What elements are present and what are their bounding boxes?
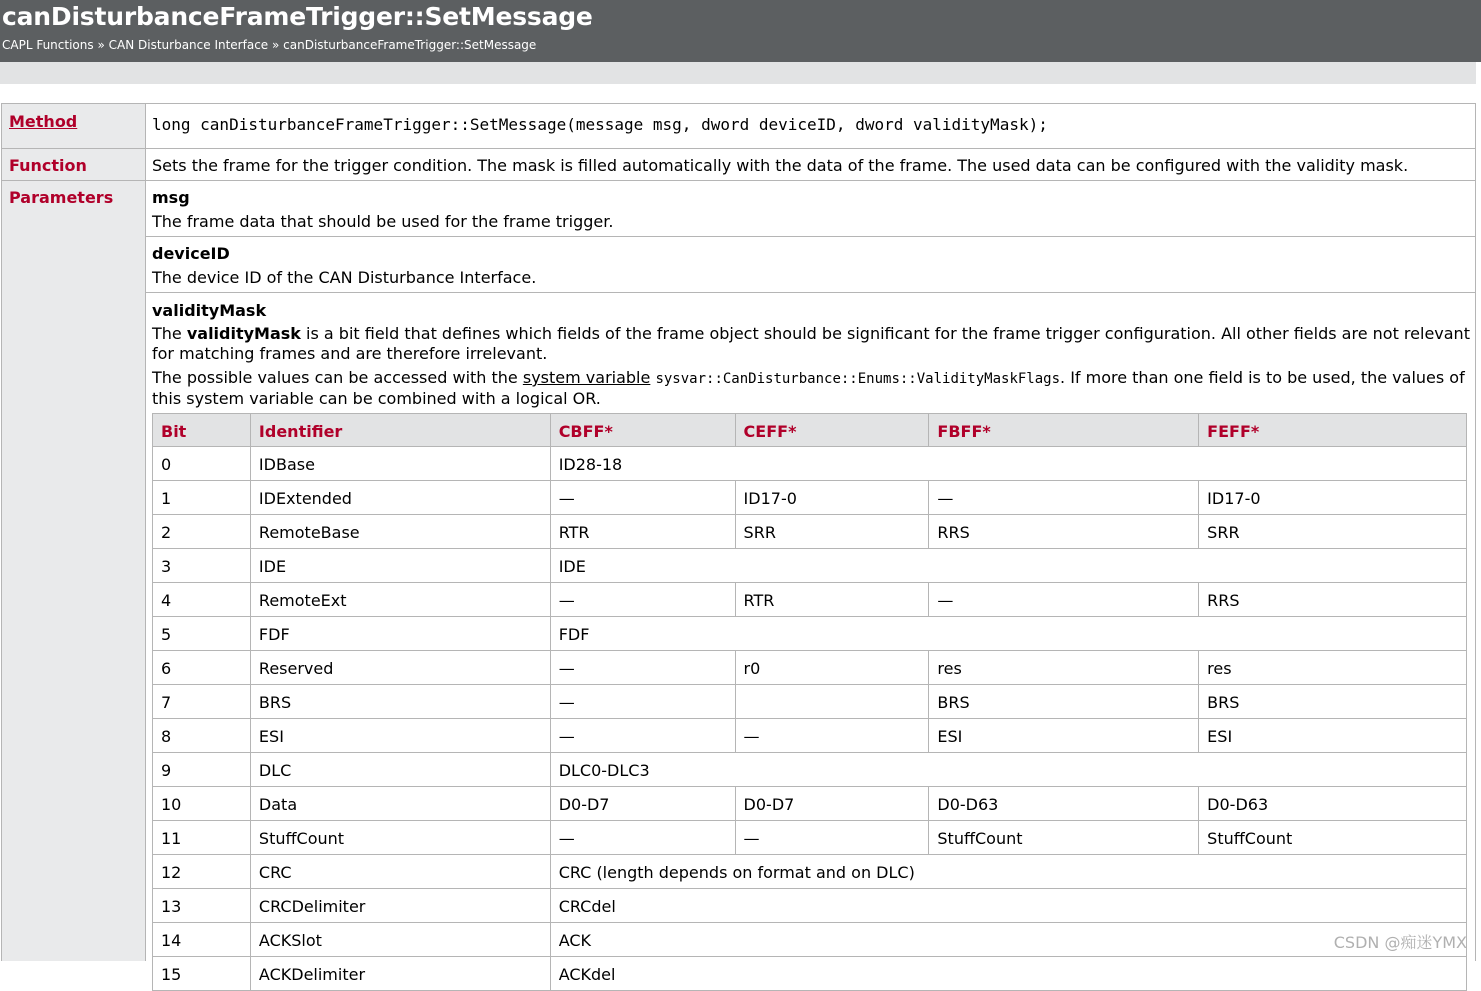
table-cell: ACKSlot: [250, 923, 550, 957]
table-cell: D0-D63: [1199, 787, 1467, 821]
table-cell: IDExtended: [250, 481, 550, 515]
table-cell: 6: [153, 651, 251, 685]
table-cell: —: [929, 481, 1199, 515]
table-cell: —: [550, 821, 735, 855]
validity-mask-description: [152, 324, 1470, 364]
text-span: . If more than one field is to be used, the values of this system variable can be combined with a logical OR.: [152, 368, 1465, 408]
table-cell: CRC (length depends on format and on DLC): [550, 855, 1466, 889]
breadcrumb: [2, 38, 536, 52]
table-cell: —: [735, 719, 929, 753]
breadcrumb-separator: »: [97, 38, 105, 52]
breadcrumb-can-disturbance[interactable]: CAN Disturbance Interface: [108, 38, 269, 52]
table-cell: —: [735, 821, 929, 855]
table-cell: CRCdel: [550, 889, 1466, 923]
table-row: [153, 685, 1467, 719]
validity-mask-table: [152, 413, 1467, 991]
function-description: Sets the frame for the trigger condition. The mask is filled automatically with the data of the frame. The used data can be configured with the validity mask.: [152, 156, 1409, 175]
table-row: [153, 957, 1467, 991]
divider: [1, 148, 1476, 149]
table-cell: RemoteBase: [250, 515, 550, 549]
param-description: The frame data that should be used for the frame trigger.: [152, 212, 614, 231]
method-label[interactable]: Method: [9, 112, 78, 131]
table-cell: RRS: [929, 515, 1199, 549]
table-cell: —: [550, 719, 735, 753]
column-header: Identifier: [250, 414, 550, 447]
divider: [145, 292, 1476, 293]
table-cell: D0-D63: [929, 787, 1199, 821]
text-span: The: [152, 324, 187, 343]
table-cell: IDE: [550, 549, 1466, 583]
table-cell: —: [929, 583, 1199, 617]
table-cell: DLC: [250, 753, 550, 787]
table-cell: ACKdel: [550, 957, 1466, 991]
table-cell: Data: [250, 787, 550, 821]
table-cell: RRS: [1199, 583, 1467, 617]
table-cell: RTR: [735, 583, 929, 617]
breadcrumb-separator: »: [272, 38, 280, 52]
param-name: validityMask: [152, 301, 267, 320]
table-cell: SRR: [1199, 515, 1467, 549]
method-signature: long canDisturbanceFrameTrigger::SetMessage(message msg, dword deviceID, dword validityMask);: [152, 115, 1048, 134]
text-span: is a bit field that defines which fields of the frame object should be significant for the frame trigger configuration. All other fields are not relevant for matching frames and are therefore irrelevant.: [152, 324, 1470, 363]
table-row: [153, 889, 1467, 923]
table-cell: r0: [735, 651, 929, 685]
table-cell: 3: [153, 549, 251, 583]
system-variable-link[interactable]: system variable: [522, 368, 651, 387]
column-header: FEFF*: [1199, 414, 1467, 447]
table-cell: res: [929, 651, 1199, 685]
table-cell: BRS: [1199, 685, 1467, 719]
table-cell: —: [550, 685, 735, 719]
table-cell: res: [1199, 651, 1467, 685]
table-row: [153, 481, 1467, 515]
table-cell: CRC: [250, 855, 550, 889]
table-row: [153, 787, 1467, 821]
table-cell: ESI: [250, 719, 550, 753]
param-name: msg: [152, 188, 190, 207]
table-row: [153, 923, 1467, 957]
table-cell: 11: [153, 821, 251, 855]
table-cell: IDE: [250, 549, 550, 583]
table-cell: StuffCount: [250, 821, 550, 855]
table-cell: ACKDelimiter: [250, 957, 550, 991]
watermark: CSDN @痴迷YMX: [1333, 933, 1467, 952]
table-cell: —: [550, 583, 735, 617]
parameters-label: Parameters: [9, 188, 114, 207]
toolbar-strip: [0, 62, 1476, 84]
table-cell: [735, 685, 929, 719]
table-cell: DLC0-DLC3: [550, 753, 1466, 787]
table-cell: D0-D7: [735, 787, 929, 821]
table-cell: ACK: [550, 923, 1466, 957]
table-cell: FDF: [250, 617, 550, 651]
table-cell: 12: [153, 855, 251, 889]
table-cell: IDBase: [250, 447, 550, 481]
column-header: Bit: [153, 414, 251, 447]
validity-mask-values-note: [152, 368, 1470, 409]
table-cell: RTR: [550, 515, 735, 549]
page-header: [0, 0, 1481, 62]
table-cell: StuffCount: [1199, 821, 1467, 855]
table-cell: FDF: [550, 617, 1466, 651]
label-column: [1, 104, 146, 961]
table-cell: 5: [153, 617, 251, 651]
table-cell: 7: [153, 685, 251, 719]
table-cell: 1: [153, 481, 251, 515]
table-header-row: [153, 414, 1467, 447]
table-cell: ID17-0: [1199, 481, 1467, 515]
table-cell: 4: [153, 583, 251, 617]
sysvar-code: sysvar::CanDisturbance::Enums::ValidityMaskFlags: [655, 371, 1061, 387]
text-span: The possible values can be accessed with the: [152, 368, 523, 387]
table-cell: ESI: [1199, 719, 1467, 753]
divider: [145, 236, 1476, 237]
table-row: [153, 617, 1467, 651]
table-cell: —: [550, 481, 735, 515]
divider: [1, 180, 1476, 181]
table-row: [153, 753, 1467, 787]
table-cell: D0-D7: [550, 787, 735, 821]
table-row: [153, 821, 1467, 855]
table-cell: 14: [153, 923, 251, 957]
column-header: FBFF*: [929, 414, 1199, 447]
table-cell: 9: [153, 753, 251, 787]
table-row: [153, 651, 1467, 685]
breadcrumb-capl-functions[interactable]: CAPL Functions: [2, 38, 94, 52]
table-row: [153, 549, 1467, 583]
table-cell: SRR: [735, 515, 929, 549]
table-cell: RemoteExt: [250, 583, 550, 617]
table-cell: 2: [153, 515, 251, 549]
table-cell: CRCDelimiter: [250, 889, 550, 923]
emphasis: validityMask: [186, 324, 301, 343]
table-cell: Reserved: [250, 651, 550, 685]
column-header: CBFF*: [550, 414, 735, 447]
table-cell: ESI: [929, 719, 1199, 753]
function-label: Function: [9, 156, 87, 175]
breadcrumb-current: canDisturbanceFrameTrigger::SetMessage: [283, 38, 537, 52]
table-cell: 13: [153, 889, 251, 923]
table-cell: StuffCount: [929, 821, 1199, 855]
table-body: [153, 447, 1467, 991]
table-cell: —: [550, 651, 735, 685]
table-cell: BRS: [250, 685, 550, 719]
param-description: The device ID of the CAN Disturbance Interface.: [152, 268, 537, 287]
table-cell: 8: [153, 719, 251, 753]
table-cell: ID17-0: [735, 481, 929, 515]
table-cell: ID28-18: [550, 447, 1466, 481]
table-row: [153, 719, 1467, 753]
table-row: [153, 855, 1467, 889]
table-cell: BRS: [929, 685, 1199, 719]
page-title: canDisturbanceFrameTrigger::SetMessage: [2, 2, 593, 31]
table-cell: 15: [153, 957, 251, 991]
table-row: [153, 583, 1467, 617]
column-header: CEFF*: [735, 414, 929, 447]
table-cell: 0: [153, 447, 251, 481]
table-cell: 10: [153, 787, 251, 821]
table-row: [153, 515, 1467, 549]
param-name: deviceID: [152, 244, 230, 263]
table-row: [153, 447, 1467, 481]
